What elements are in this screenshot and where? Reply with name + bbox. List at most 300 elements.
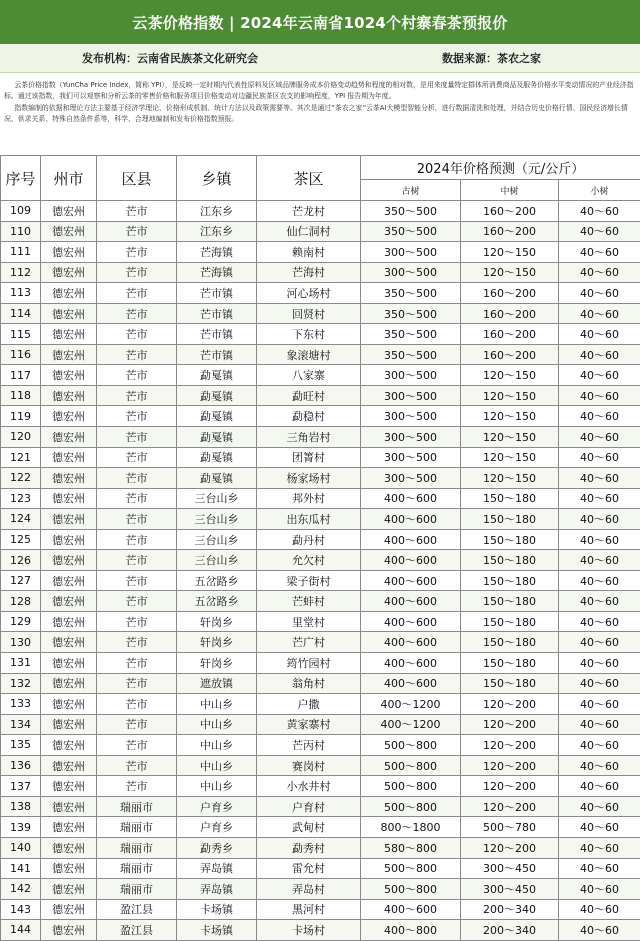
- header-forecast: 2024年价格预测（元/公斤）: [361, 156, 640, 180]
- cell-prefecture: 德宏州: [41, 221, 97, 242]
- cell-area: 杨家场村: [257, 468, 361, 489]
- cell-medium: 160～200: [461, 344, 559, 365]
- cell-ancient: 500～800: [361, 755, 461, 776]
- cell-small: 40～60: [559, 755, 640, 776]
- cell-county: 芒市: [97, 262, 177, 283]
- cell-township: 三台山乡: [177, 550, 257, 571]
- cell-prefecture: 德宏州: [41, 611, 97, 632]
- cell-seq: 136: [1, 755, 41, 776]
- cell-prefecture: 德宏州: [41, 365, 97, 386]
- cell-prefecture: 德宏州: [41, 427, 97, 448]
- table-row: [1, 201, 640, 222]
- cell-small: 40～60: [559, 632, 640, 653]
- header-township: 乡镇: [177, 156, 257, 201]
- cell-medium: 150～180: [461, 488, 559, 509]
- cell-area: 黄家寨村: [257, 714, 361, 735]
- table-row: [1, 653, 640, 674]
- cell-township: 芒海镇: [177, 262, 257, 283]
- cell-small: 40～60: [559, 385, 640, 406]
- cell-ancient: 300～500: [361, 406, 461, 427]
- cell-ancient: 350～500: [361, 324, 461, 345]
- cell-area: 芒丙村: [257, 735, 361, 756]
- cell-prefecture: 德宏州: [41, 694, 97, 715]
- cell-township: 芒市镇: [177, 283, 257, 304]
- table-row: [1, 570, 640, 591]
- cell-prefecture: 德宏州: [41, 714, 97, 735]
- table-row: [1, 344, 640, 365]
- cell-ancient: 400～600: [361, 899, 461, 920]
- cell-prefecture: 德宏州: [41, 468, 97, 489]
- table-row: [1, 488, 640, 509]
- cell-ancient: 400～600: [361, 570, 461, 591]
- cell-township: 三台山乡: [177, 529, 257, 550]
- cell-medium: 160～200: [461, 221, 559, 242]
- cell-county: 芒市: [97, 221, 177, 242]
- cell-county: 芒市: [97, 509, 177, 530]
- table-row: [1, 406, 640, 427]
- cell-medium: 120～150: [461, 406, 559, 427]
- cell-small: 40～60: [559, 324, 640, 345]
- cell-area: 筠竹园村: [257, 653, 361, 674]
- cell-medium: 120～200: [461, 837, 559, 858]
- cell-medium: 160～200: [461, 303, 559, 324]
- cell-prefecture: 德宏州: [41, 570, 97, 591]
- cell-prefecture: 德宏州: [41, 242, 97, 263]
- cell-area: 赛岗村: [257, 755, 361, 776]
- cell-ancient: 300～500: [361, 242, 461, 263]
- cell-small: 40～60: [559, 529, 640, 550]
- cell-county: 芒市: [97, 694, 177, 715]
- cell-township: 卡场镇: [177, 920, 257, 941]
- cell-ancient: 300～500: [361, 427, 461, 448]
- cell-township: 五岔路乡: [177, 570, 257, 591]
- cell-small: 40～60: [559, 242, 640, 263]
- cell-prefecture: 德宏州: [41, 858, 97, 879]
- cell-prefecture: 德宏州: [41, 735, 97, 756]
- table-row: [1, 283, 640, 304]
- cell-ancient: 300～500: [361, 468, 461, 489]
- cell-area: 户撒: [257, 694, 361, 715]
- cell-township: 中山乡: [177, 776, 257, 797]
- cell-small: 40～60: [559, 303, 640, 324]
- cell-county: 芒市: [97, 324, 177, 345]
- cell-township: 户育乡: [177, 817, 257, 838]
- cell-township: 中山乡: [177, 755, 257, 776]
- cell-prefecture: 德宏州: [41, 385, 97, 406]
- cell-small: 40～60: [559, 468, 640, 489]
- cell-prefecture: 德宏州: [41, 817, 97, 838]
- cell-seq: 139: [1, 817, 41, 838]
- cell-seq: 143: [1, 899, 41, 920]
- cell-area: 赖南村: [257, 242, 361, 263]
- cell-county: 芒市: [97, 653, 177, 674]
- cell-small: 40～60: [559, 879, 640, 900]
- cell-area: 仙仁洞村: [257, 221, 361, 242]
- cell-medium: 160～200: [461, 324, 559, 345]
- cell-area: 芒海村: [257, 262, 361, 283]
- cell-medium: 300～450: [461, 879, 559, 900]
- cell-seq: 126: [1, 550, 41, 571]
- cell-ancient: 580～800: [361, 837, 461, 858]
- cell-township: 江东乡: [177, 221, 257, 242]
- cell-prefecture: 德宏州: [41, 899, 97, 920]
- table-row: [1, 673, 640, 694]
- cell-seq: 142: [1, 879, 41, 900]
- cell-medium: 120～150: [461, 385, 559, 406]
- cell-area: 里堂村: [257, 611, 361, 632]
- cell-county: 盈江县: [97, 920, 177, 941]
- cell-area: 户育村: [257, 796, 361, 817]
- cell-ancient: 350～500: [361, 221, 461, 242]
- description-paragraph-2: 指数编制的依据和理论方法主要基于经济学理论、价格形成机制、统计方法以及政策需要等。其次是通过“茶农之家”云茶AI大模型智能分析，进行数据清洗和处理，并结合历史价格行情、国民经济增长情况、供求关系、特殊自然条件系等，科学、合理地编制和发布价格指数预报。: [4, 103, 636, 126]
- table-row: [1, 755, 640, 776]
- cell-medium: 120～200: [461, 694, 559, 715]
- cell-prefecture: 德宏州: [41, 406, 97, 427]
- cell-seq: 123: [1, 488, 41, 509]
- cell-area: 小水井村: [257, 776, 361, 797]
- cell-prefecture: 德宏州: [41, 344, 97, 365]
- cell-small: 40～60: [559, 201, 640, 222]
- cell-medium: 120～200: [461, 735, 559, 756]
- header-seq: 序号: [1, 156, 41, 201]
- cell-seq: 135: [1, 735, 41, 756]
- cell-county: 瑞丽市: [97, 817, 177, 838]
- cell-medium: 200～340: [461, 920, 559, 941]
- cell-township: 中山乡: [177, 694, 257, 715]
- cell-small: 40～60: [559, 920, 640, 941]
- cell-small: 40～60: [559, 714, 640, 735]
- table-row: [1, 920, 640, 941]
- cell-county: 瑞丽市: [97, 837, 177, 858]
- cell-seq: 132: [1, 673, 41, 694]
- cell-ancient: 350～500: [361, 344, 461, 365]
- cell-area: 勐稳村: [257, 406, 361, 427]
- cell-prefecture: 德宏州: [41, 879, 97, 900]
- cell-township: 卡场镇: [177, 899, 257, 920]
- cell-ancient: 400～600: [361, 591, 461, 612]
- cell-prefecture: 德宏州: [41, 591, 97, 612]
- cell-county: 芒市: [97, 714, 177, 735]
- cell-prefecture: 德宏州: [41, 776, 97, 797]
- header-prefecture: 州市: [41, 156, 97, 201]
- cell-area: 芒广村: [257, 632, 361, 653]
- cell-ancient: 300～500: [361, 365, 461, 386]
- cell-township: 户育乡: [177, 796, 257, 817]
- cell-prefecture: 德宏州: [41, 488, 97, 509]
- cell-area: 出东瓜村: [257, 509, 361, 530]
- cell-township: 芒海镇: [177, 242, 257, 263]
- header-ancient: 古树: [361, 180, 461, 201]
- cell-prefecture: 德宏州: [41, 632, 97, 653]
- cell-seq: 134: [1, 714, 41, 735]
- cell-seq: 140: [1, 837, 41, 858]
- cell-seq: 141: [1, 858, 41, 879]
- cell-small: 40～60: [559, 550, 640, 571]
- cell-medium: 120～150: [461, 262, 559, 283]
- table-row: [1, 591, 640, 612]
- cell-township: 勐戛镇: [177, 468, 257, 489]
- table-row: [1, 427, 640, 448]
- cell-medium: 160～200: [461, 283, 559, 304]
- cell-prefecture: 德宏州: [41, 529, 97, 550]
- table-row: [1, 879, 640, 900]
- cell-small: 40～60: [559, 796, 640, 817]
- cell-area: 武甸村: [257, 817, 361, 838]
- cell-ancient: 500～800: [361, 796, 461, 817]
- publisher-label: 发布机构：云南省民族茶文化研究会: [0, 50, 340, 66]
- cell-county: 芒市: [97, 673, 177, 694]
- table-row: [1, 221, 640, 242]
- table-row: [1, 303, 640, 324]
- cell-ancient: 400～600: [361, 550, 461, 571]
- cell-county: 芒市: [97, 776, 177, 797]
- cell-county: 芒市: [97, 344, 177, 365]
- cell-prefecture: 德宏州: [41, 673, 97, 694]
- cell-small: 40～60: [559, 447, 640, 468]
- cell-area: 象滚塘村: [257, 344, 361, 365]
- cell-area: 邦外村: [257, 488, 361, 509]
- cell-county: 芒市: [97, 468, 177, 489]
- table-row: [1, 550, 640, 571]
- price-table: [0, 155, 640, 941]
- cell-medium: 150～180: [461, 632, 559, 653]
- cell-medium: 120～150: [461, 365, 559, 386]
- cell-seq: 118: [1, 385, 41, 406]
- cell-medium: 120～150: [461, 242, 559, 263]
- cell-prefecture: 德宏州: [41, 447, 97, 468]
- cell-ancient: 400～600: [361, 509, 461, 530]
- cell-township: 轩岗乡: [177, 632, 257, 653]
- cell-seq: 125: [1, 529, 41, 550]
- table-row: [1, 858, 640, 879]
- table-row: [1, 899, 640, 920]
- header-area: 茶区: [257, 156, 361, 201]
- table-row: [1, 262, 640, 283]
- cell-medium: 200～340: [461, 899, 559, 920]
- cell-medium: 120～200: [461, 714, 559, 735]
- cell-area: 回贤村: [257, 303, 361, 324]
- cell-area: 勐旺村: [257, 385, 361, 406]
- cell-area: 卡场村: [257, 920, 361, 941]
- table-row: [1, 447, 640, 468]
- cell-small: 40～60: [559, 611, 640, 632]
- cell-prefecture: 德宏州: [41, 324, 97, 345]
- cell-county: 芒市: [97, 735, 177, 756]
- cell-township: 勐戛镇: [177, 447, 257, 468]
- cell-small: 40～60: [559, 365, 640, 386]
- cell-small: 40～60: [559, 653, 640, 674]
- cell-seq: 110: [1, 221, 41, 242]
- table-row: [1, 468, 640, 489]
- cell-county: 瑞丽市: [97, 796, 177, 817]
- info-bar: [0, 44, 640, 73]
- cell-medium: 150～180: [461, 570, 559, 591]
- cell-small: 40～60: [559, 899, 640, 920]
- cell-small: 40～60: [559, 591, 640, 612]
- cell-township: 勐秀乡: [177, 837, 257, 858]
- cell-area: 弄岛村: [257, 879, 361, 900]
- cell-township: 五岔路乡: [177, 591, 257, 612]
- cell-county: 芒市: [97, 385, 177, 406]
- cell-medium: 120～150: [461, 427, 559, 448]
- cell-prefecture: 德宏州: [41, 283, 97, 304]
- description: [0, 73, 640, 155]
- cell-area: 下东村: [257, 324, 361, 345]
- table-row: [1, 817, 640, 838]
- cell-ancient: 500～800: [361, 735, 461, 756]
- cell-prefecture: 德宏州: [41, 755, 97, 776]
- cell-ancient: 500～800: [361, 776, 461, 797]
- cell-county: 芒市: [97, 591, 177, 612]
- cell-prefecture: 德宏州: [41, 837, 97, 858]
- cell-county: 芒市: [97, 529, 177, 550]
- cell-county: 芒市: [97, 201, 177, 222]
- cell-county: 盈江县: [97, 899, 177, 920]
- cell-area: 翁角村: [257, 673, 361, 694]
- cell-prefecture: 德宏州: [41, 920, 97, 941]
- cell-township: 江东乡: [177, 201, 257, 222]
- cell-seq: 121: [1, 447, 41, 468]
- cell-medium: 120～200: [461, 796, 559, 817]
- cell-seq: 116: [1, 344, 41, 365]
- cell-seq: 119: [1, 406, 41, 427]
- table-body: [1, 201, 640, 941]
- cell-township: 中山乡: [177, 714, 257, 735]
- cell-ancient: 400～1200: [361, 714, 461, 735]
- cell-prefecture: 德宏州: [41, 201, 97, 222]
- table-row: [1, 611, 640, 632]
- table-row: [1, 694, 640, 715]
- cell-small: 40～60: [559, 735, 640, 756]
- cell-seq: 130: [1, 632, 41, 653]
- table-row: [1, 509, 640, 530]
- page-title: 云茶价格指数 | 2024年云南省1024个村寨春茶预报价: [0, 0, 640, 44]
- cell-small: 40～60: [559, 509, 640, 530]
- cell-seq: 112: [1, 262, 41, 283]
- cell-county: 瑞丽市: [97, 879, 177, 900]
- cell-county: 芒市: [97, 447, 177, 468]
- cell-small: 40～60: [559, 344, 640, 365]
- cell-seq: 115: [1, 324, 41, 345]
- cell-medium: 160～200: [461, 201, 559, 222]
- cell-seq: 109: [1, 201, 41, 222]
- cell-ancient: 400～800: [361, 920, 461, 941]
- cell-seq: 138: [1, 796, 41, 817]
- cell-seq: 120: [1, 427, 41, 448]
- cell-township: 三台山乡: [177, 488, 257, 509]
- cell-seq: 122: [1, 468, 41, 489]
- cell-ancient: 400～600: [361, 653, 461, 674]
- cell-seq: 114: [1, 303, 41, 324]
- table-row: [1, 776, 640, 797]
- cell-area: 勐秀村: [257, 837, 361, 858]
- cell-area: 八家寨: [257, 365, 361, 386]
- cell-county: 芒市: [97, 570, 177, 591]
- cell-medium: 120～200: [461, 755, 559, 776]
- header-county: 区县: [97, 156, 177, 201]
- cell-prefecture: 德宏州: [41, 303, 97, 324]
- table-row: [1, 529, 640, 550]
- cell-township: 遮放镇: [177, 673, 257, 694]
- cell-area: 芒龙村: [257, 201, 361, 222]
- cell-township: 芒市镇: [177, 303, 257, 324]
- cell-small: 40～60: [559, 262, 640, 283]
- cell-seq: 128: [1, 591, 41, 612]
- cell-area: 三角岩村: [257, 427, 361, 448]
- table-row: [1, 365, 640, 386]
- table-row: [1, 324, 640, 345]
- cell-medium: 150～180: [461, 550, 559, 571]
- cell-township: 轩岗乡: [177, 611, 257, 632]
- cell-ancient: 300～500: [361, 447, 461, 468]
- cell-county: 芒市: [97, 632, 177, 653]
- cell-seq: 137: [1, 776, 41, 797]
- table-row: [1, 242, 640, 263]
- cell-prefecture: 德宏州: [41, 550, 97, 571]
- table-row: [1, 714, 640, 735]
- cell-township: 芒市镇: [177, 344, 257, 365]
- cell-prefecture: 德宏州: [41, 509, 97, 530]
- cell-small: 40～60: [559, 837, 640, 858]
- cell-medium: 500～780: [461, 817, 559, 838]
- cell-small: 40～60: [559, 858, 640, 879]
- cell-small: 40～60: [559, 406, 640, 427]
- table-row: [1, 385, 640, 406]
- source-label: 数据来源：茶农之家: [340, 50, 640, 66]
- table-row: [1, 837, 640, 858]
- cell-prefecture: 德宏州: [41, 796, 97, 817]
- cell-township: 勐戛镇: [177, 406, 257, 427]
- cell-ancient: 300～500: [361, 385, 461, 406]
- cell-ancient: 400～1200: [361, 694, 461, 715]
- cell-township: 中山乡: [177, 735, 257, 756]
- cell-ancient: 500～800: [361, 858, 461, 879]
- cell-small: 40～60: [559, 776, 640, 797]
- cell-ancient: 400～600: [361, 529, 461, 550]
- cell-ancient: 300～500: [361, 262, 461, 283]
- cell-seq: 111: [1, 242, 41, 263]
- cell-county: 芒市: [97, 283, 177, 304]
- cell-county: 芒市: [97, 365, 177, 386]
- cell-small: 40～60: [559, 694, 640, 715]
- cell-county: 芒市: [97, 303, 177, 324]
- cell-medium: 120～200: [461, 776, 559, 797]
- cell-area: 黑河村: [257, 899, 361, 920]
- cell-ancient: 800～1800: [361, 817, 461, 838]
- cell-seq: 133: [1, 694, 41, 715]
- cell-township: 轩岗乡: [177, 653, 257, 674]
- cell-small: 40～60: [559, 817, 640, 838]
- table-row: [1, 796, 640, 817]
- cell-area: 勐丹村: [257, 529, 361, 550]
- cell-county: 芒市: [97, 406, 177, 427]
- cell-medium: 120～150: [461, 447, 559, 468]
- table-row: [1, 735, 640, 756]
- cell-seq: 144: [1, 920, 41, 941]
- cell-seq: 127: [1, 570, 41, 591]
- cell-county: 芒市: [97, 611, 177, 632]
- cell-area: 河心场村: [257, 283, 361, 304]
- header-medium: 中树: [461, 180, 559, 201]
- cell-area: 芒蚌村: [257, 591, 361, 612]
- cell-area: 雷允村: [257, 858, 361, 879]
- cell-township: 勐戛镇: [177, 385, 257, 406]
- cell-township: 芒市镇: [177, 324, 257, 345]
- cell-ancient: 400～600: [361, 488, 461, 509]
- cell-seq: 113: [1, 283, 41, 304]
- cell-prefecture: 德宏州: [41, 653, 97, 674]
- cell-small: 40～60: [559, 427, 640, 448]
